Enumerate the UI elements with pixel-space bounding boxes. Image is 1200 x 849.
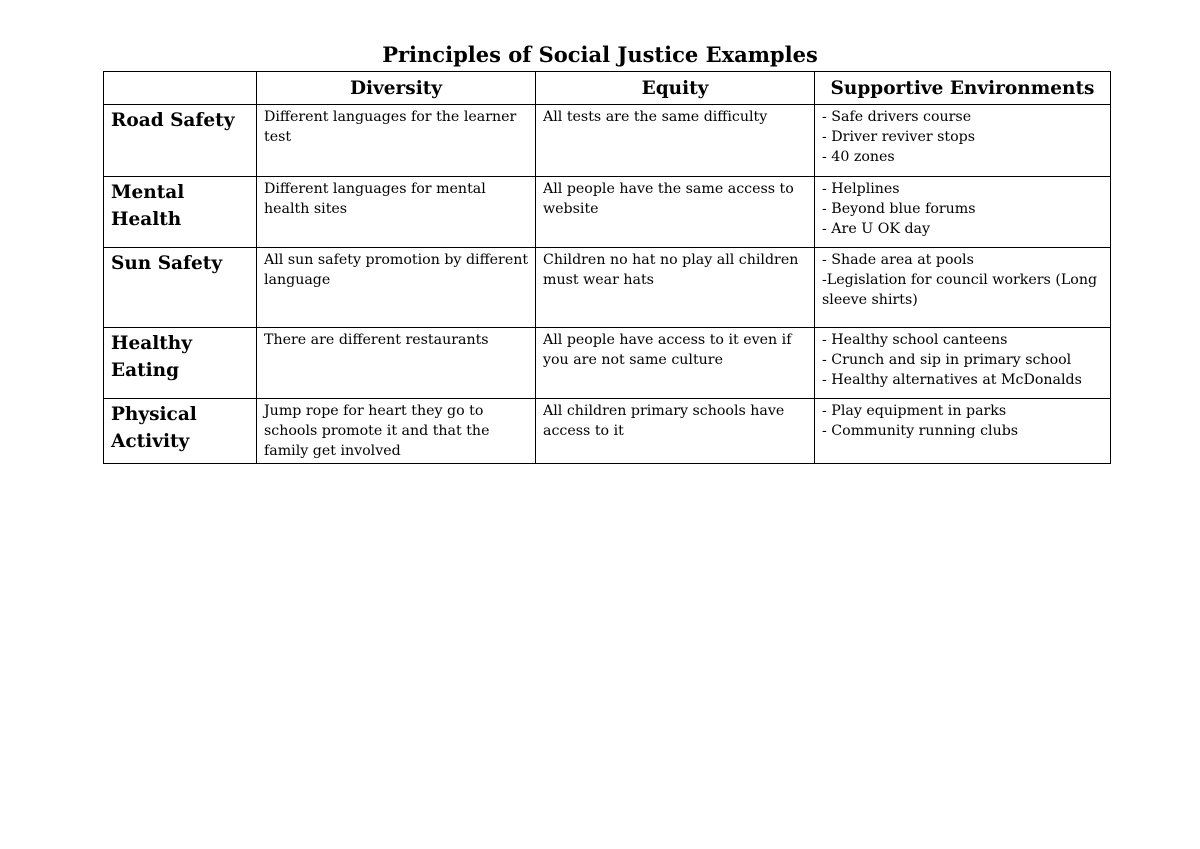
- diversity-cell: All sun safety promotion by different language: [257, 248, 536, 328]
- supportive-cell: [815, 399, 1111, 464]
- supportive-item: - Healthy alternatives at McDonalds: [822, 372, 1082, 388]
- table-row: [104, 399, 1111, 464]
- diversity-cell: Different languages for mental health sites: [257, 177, 536, 248]
- supportive-item: - Healthy school canteens: [822, 332, 1008, 348]
- header-diversity: Diversity: [257, 72, 536, 105]
- equity-cell: All children primary schools have access to it: [536, 399, 815, 464]
- supportive-cell: [815, 105, 1111, 177]
- supportive-cell: [815, 248, 1111, 328]
- supportive-item: - Shade area at pools: [822, 252, 974, 268]
- header-blank-cell: [104, 72, 257, 105]
- row-label-healthy-eating: Healthy Eating: [104, 328, 257, 399]
- diversity-cell: There are different restaurants: [257, 328, 536, 399]
- equity-cell: All tests are the same difficulty: [536, 105, 815, 177]
- supportive-item: - Are U OK day: [822, 221, 930, 237]
- supportive-item: - Crunch and sip in primary school: [822, 352, 1072, 368]
- row-label-physical-activity: Physical Activity: [104, 399, 257, 464]
- supportive-item: - Play equipment in parks: [822, 403, 1007, 419]
- diversity-cell: Different languages for the learner test: [257, 105, 536, 177]
- row-label-road-safety: Road Safety: [104, 105, 257, 177]
- supportive-item: - Helplines: [822, 181, 900, 197]
- row-label-mental-health: Mental Health: [104, 177, 257, 248]
- row-label-sun-safety: Sun Safety: [104, 248, 257, 328]
- table-row: [104, 177, 1111, 248]
- diversity-cell: Jump rope for heart they go to schools promote it and that the family get involved: [257, 399, 536, 464]
- table-row: [104, 105, 1111, 177]
- supportive-item: - Community running clubs: [822, 423, 1019, 439]
- supportive-cell: [815, 328, 1111, 399]
- supportive-item: - Beyond blue forums: [822, 201, 976, 217]
- social-justice-table: [103, 71, 1111, 464]
- supportive-item: - Driver reviver stops: [822, 129, 976, 145]
- header-equity: Equity: [536, 72, 815, 105]
- equity-cell: All people have the same access to website: [536, 177, 815, 248]
- table-header-row: [104, 72, 1111, 105]
- supportive-item: - Safe drivers course: [822, 109, 972, 125]
- supportive-item: -Legislation for council workers (Long sleeve shirts): [822, 272, 1098, 308]
- header-supportive-environments: Supportive Environments: [815, 72, 1111, 105]
- supportive-item: - 40 zones: [822, 149, 895, 165]
- page-title: Principles of Social Justice Examples: [382, 42, 818, 67]
- table-row: [104, 248, 1111, 328]
- equity-cell: All people have access to it even if you are not same culture: [536, 328, 815, 399]
- equity-cell: Children no hat no play all children must wear hats: [536, 248, 815, 328]
- table-row: [104, 328, 1111, 399]
- supportive-cell: [815, 177, 1111, 248]
